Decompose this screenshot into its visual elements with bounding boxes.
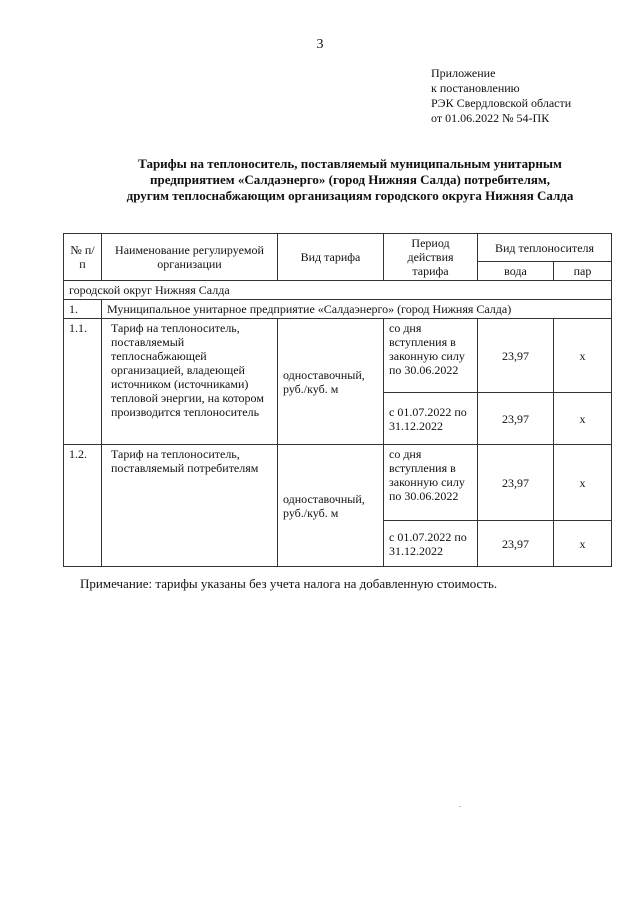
header-org: Наименование регулируемой организации (102, 234, 278, 281)
header-num: № п/п (64, 234, 102, 281)
row-water: 23,97 (478, 521, 554, 567)
title-line: предприятием «Салдаэнерго» (город Нижняя Салда) потребителям, (149, 172, 551, 187)
page-number: 3 (316, 37, 324, 52)
row-name: Тариф на теплоноситель, поставляемый теплоснабжающей организацией, владеющей источником (источниками) тепловой энергии, на котором производится теплоноситель (102, 319, 278, 445)
row-steam: х (554, 319, 612, 393)
appendix-line: РЭК Свердловской области (431, 96, 572, 110)
row-period: с 01.07.2022 по 31.12.2022 (384, 393, 478, 445)
row-steam: х (554, 393, 612, 445)
header-steam: пар (554, 262, 612, 281)
title-line: Тарифы на теплоноситель, поставляемый муниципальным унитарным (138, 156, 562, 171)
table-row (64, 319, 612, 393)
row-water: 23,97 (478, 393, 554, 445)
row-num: 1.2. (64, 445, 102, 567)
tariff-table (63, 233, 612, 567)
row-steam: х (554, 445, 612, 521)
row-period: со дня вступления в законную силу по 30.06.2022 (384, 319, 478, 393)
appendix-line: Приложение (431, 66, 496, 80)
scan-speck (459, 806, 461, 807)
row-name: Тариф на теплоноситель, поставляемый потребителям (102, 445, 278, 567)
header-period: Период действия тарифа (384, 234, 478, 281)
row-num: 1.1. (64, 319, 102, 445)
row-water: 23,97 (478, 445, 554, 521)
document-title (80, 156, 620, 204)
row-water: 23,97 (478, 319, 554, 393)
note: Примечание: тарифы указаны без учета налога на добавленную стоимость. (80, 576, 498, 591)
org-num: 1. (64, 300, 102, 319)
row-tariff-type: одноставочный, руб./куб. м (278, 445, 384, 567)
row-steam: х (554, 521, 612, 567)
header-tariff-type: Вид тарифа (278, 234, 384, 281)
row-period: со дня вступления в законную силу по 30.06.2022 (384, 445, 478, 521)
row-tariff-type: одноставочный, руб./куб. м (278, 319, 384, 445)
appendix-line: от 01.06.2022 № 54-ПК (431, 111, 550, 125)
header-carrier: Вид теплоносителя (478, 234, 612, 262)
org-name: Муниципальное унитарное предприятие «Салдаэнерго» (город Нижняя Салда) (102, 300, 612, 319)
appendix-line: к постановлению (431, 81, 520, 95)
table-row (64, 445, 612, 521)
header-water: вода (478, 262, 554, 281)
title-line: другим теплоснабжающим организациям городского округа Нижняя Салда (126, 188, 574, 203)
region-row: городской округ Нижняя Салда (64, 281, 612, 300)
appendix-block (431, 66, 571, 126)
row-period: с 01.07.2022 по 31.12.2022 (384, 521, 478, 567)
